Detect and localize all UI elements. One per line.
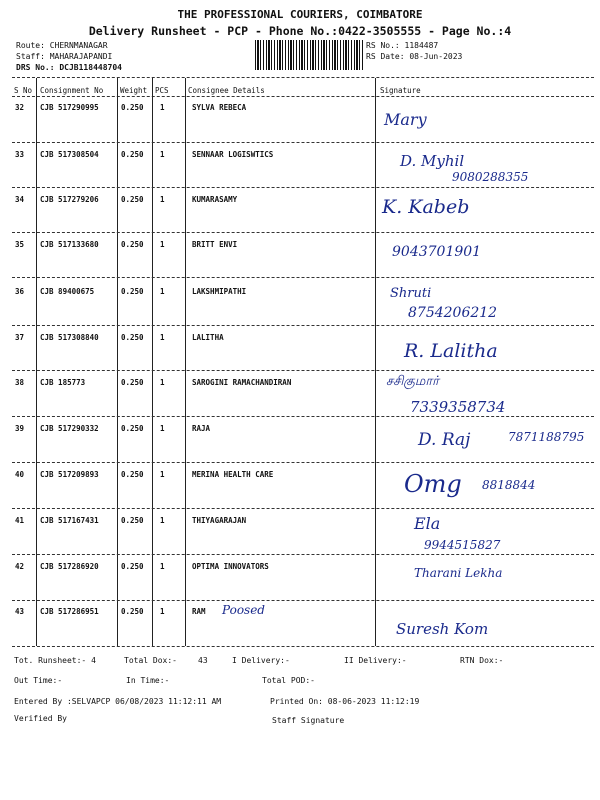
row-pcs: 1 xyxy=(160,333,165,342)
row-consignment: CJB 517209893 xyxy=(40,470,99,479)
row-weight: 0.250 xyxy=(121,378,144,387)
row-consignment: CJB 517286951 xyxy=(40,607,99,616)
row-pcs: 1 xyxy=(160,103,165,112)
row-weight: 0.250 xyxy=(121,607,144,616)
row-sno: 37 xyxy=(15,333,25,342)
row-sno: 43 xyxy=(15,607,25,616)
row-separator xyxy=(12,142,594,143)
col-divider xyxy=(185,78,186,646)
signature: Shruti xyxy=(390,286,432,301)
rs-number: RS No.: 1184487 xyxy=(366,41,439,50)
row-consignee: BRITT ENVI xyxy=(192,240,238,249)
i-delivery: I Delivery:- xyxy=(232,656,290,665)
row-consignment: CJB 517286920 xyxy=(40,562,99,571)
row-sno: 34 xyxy=(15,195,25,204)
signature: Omg xyxy=(404,470,462,498)
row-weight: 0.250 xyxy=(121,333,144,342)
row-separator xyxy=(12,370,594,371)
row-weight: 0.250 xyxy=(121,562,144,571)
total-dox-label: Total Dox:- xyxy=(124,656,177,665)
signature: D. Myhil xyxy=(400,152,465,170)
col-divider xyxy=(152,78,153,646)
runsheet-subtitle: Delivery Runsheet - PCP - Phone No.:0422-3505555 - Page No.:4 xyxy=(88,24,512,38)
row-consignee: THIYAGARAJAN xyxy=(192,516,247,525)
signature: Ela xyxy=(414,514,441,533)
row-sno: 38 xyxy=(15,378,25,387)
entered-by: Entered By :SELVAPCP 06/08/2023 11:12:11 AM xyxy=(14,697,222,706)
row-weight: 0.250 xyxy=(121,424,144,433)
row-consignment: CJB 89400675 xyxy=(40,287,95,296)
col-consignment: Consignment No xyxy=(40,86,104,95)
row-sno: 32 xyxy=(15,103,25,112)
row-consignee: OPTIMA INNOVATORS xyxy=(192,562,269,571)
row-consignee: SENNAAR LOGISWTICS xyxy=(192,150,274,159)
staff-label: Staff: MAHARAJAPANDI xyxy=(16,52,113,61)
signature-phone: 7339358734 xyxy=(410,398,506,416)
row-sno: 42 xyxy=(15,562,25,571)
ii-delivery: II Delivery:- xyxy=(344,656,407,665)
row-separator xyxy=(12,462,594,463)
total-runsheet: Tot. Runsheet:- 4 xyxy=(14,656,96,665)
signature: Suresh Kom xyxy=(396,620,489,638)
signature-phone: 8818844 xyxy=(482,478,536,492)
row-sno: 33 xyxy=(15,150,25,159)
signature: 9043701901 xyxy=(392,244,482,260)
barcode xyxy=(255,40,363,70)
row-pcs: 1 xyxy=(160,378,165,387)
out-time: Out Time:- xyxy=(14,676,63,685)
row-separator xyxy=(12,325,594,326)
row-consignment: CJB 517290332 xyxy=(40,424,99,433)
row-pcs: 1 xyxy=(160,424,165,433)
col-divider xyxy=(117,78,118,646)
verified-by: Verified By xyxy=(14,714,67,723)
header-bottom-rule xyxy=(12,96,594,97)
row-pcs: 1 xyxy=(160,287,165,296)
signature-phone: 7871188795 xyxy=(508,430,585,444)
row-consignment: CJB 517167431 xyxy=(40,516,99,525)
total-dox-value: 43 xyxy=(198,656,208,665)
row-consignee: SAROGINI RAMACHANDIRAN xyxy=(192,378,292,387)
row-consignee: RAM xyxy=(192,607,206,616)
signature: K. Kabeb xyxy=(382,196,470,218)
row-consignment: CJB 517133680 xyxy=(40,240,99,249)
col-pcs: PCS xyxy=(155,86,169,95)
signature-phone: 9944515827 xyxy=(424,538,501,552)
header-top-rule xyxy=(12,77,594,78)
drs-number: DRS No.: DCJB118448704 xyxy=(16,63,122,72)
row-separator xyxy=(12,554,594,555)
row-separator xyxy=(12,277,594,278)
row-consignee: LAKSHMIPATHI xyxy=(192,287,247,296)
row-consignment: CJB 517290995 xyxy=(40,103,99,112)
signature-phone: 8754206212 xyxy=(408,305,498,321)
staff-signature: Staff Signature xyxy=(272,716,345,725)
row-weight: 0.250 xyxy=(121,287,144,296)
handwritten-note: Poosed xyxy=(222,603,265,617)
row-separator xyxy=(12,416,594,417)
col-divider xyxy=(36,78,37,646)
row-separator xyxy=(12,600,594,601)
route-label: Route: CHERNMANAGAR xyxy=(16,41,108,50)
rs-date: RS Date: 08-Jun-2023 xyxy=(366,52,463,61)
row-pcs: 1 xyxy=(160,516,165,525)
row-weight: 0.250 xyxy=(121,240,144,249)
row-weight: 0.250 xyxy=(121,470,144,479)
row-weight: 0.250 xyxy=(121,150,144,159)
total-pod: Total POD:- xyxy=(262,676,315,685)
signature: Tharani Lekha xyxy=(414,566,503,580)
col-weight: Weight xyxy=(120,86,148,95)
row-separator xyxy=(12,508,594,509)
row-weight: 0.250 xyxy=(121,516,144,525)
row-sno: 39 xyxy=(15,424,25,433)
row-pcs: 1 xyxy=(160,240,165,249)
signature: சசிகுமார் xyxy=(386,374,439,389)
row-consignment: CJB 517308840 xyxy=(40,333,99,342)
row-pcs: 1 xyxy=(160,470,165,479)
row-consignment: CJB 517279206 xyxy=(40,195,99,204)
printed-on: Printed On: 08-06-2023 11:12:19 xyxy=(270,697,420,706)
row-consignee: SYLVA REBECA xyxy=(192,103,247,112)
row-consignment: CJB 517308504 xyxy=(40,150,99,159)
signature-phone: 9080288355 xyxy=(452,170,529,184)
row-separator xyxy=(12,232,594,233)
row-pcs: 1 xyxy=(160,607,165,616)
row-pcs: 1 xyxy=(160,195,165,204)
row-pcs: 1 xyxy=(160,150,165,159)
signature: Mary xyxy=(384,110,427,129)
row-sno: 40 xyxy=(15,470,25,479)
row-consignee: KUMARASAMY xyxy=(192,195,238,204)
table-bottom-rule xyxy=(12,646,594,647)
row-consignee: MERINA HEALTH CARE xyxy=(192,470,274,479)
signature: R. Lalitha xyxy=(404,340,498,362)
row-sno: 41 xyxy=(15,516,25,525)
row-pcs: 1 xyxy=(160,562,165,571)
in-time: In Time:- xyxy=(126,676,170,685)
row-consignment: CJB 185773 xyxy=(40,378,86,387)
col-divider xyxy=(375,78,376,646)
signature: D. Raj xyxy=(418,430,471,450)
rtn-dox: RTN Dox:- xyxy=(460,656,504,665)
company-title: THE PROFESSIONAL COURIERS, COIMBATORE xyxy=(177,8,423,21)
col-sno: S No xyxy=(14,86,33,95)
row-separator xyxy=(12,187,594,188)
col-consignee: Consignee Details xyxy=(188,86,265,95)
row-consignee: RAJA xyxy=(192,424,211,433)
row-weight: 0.250 xyxy=(121,103,144,112)
col-signature: Signature xyxy=(380,86,421,95)
row-weight: 0.250 xyxy=(121,195,144,204)
row-sno: 36 xyxy=(15,287,25,296)
row-consignee: LALITHA xyxy=(192,333,224,342)
row-sno: 35 xyxy=(15,240,25,249)
